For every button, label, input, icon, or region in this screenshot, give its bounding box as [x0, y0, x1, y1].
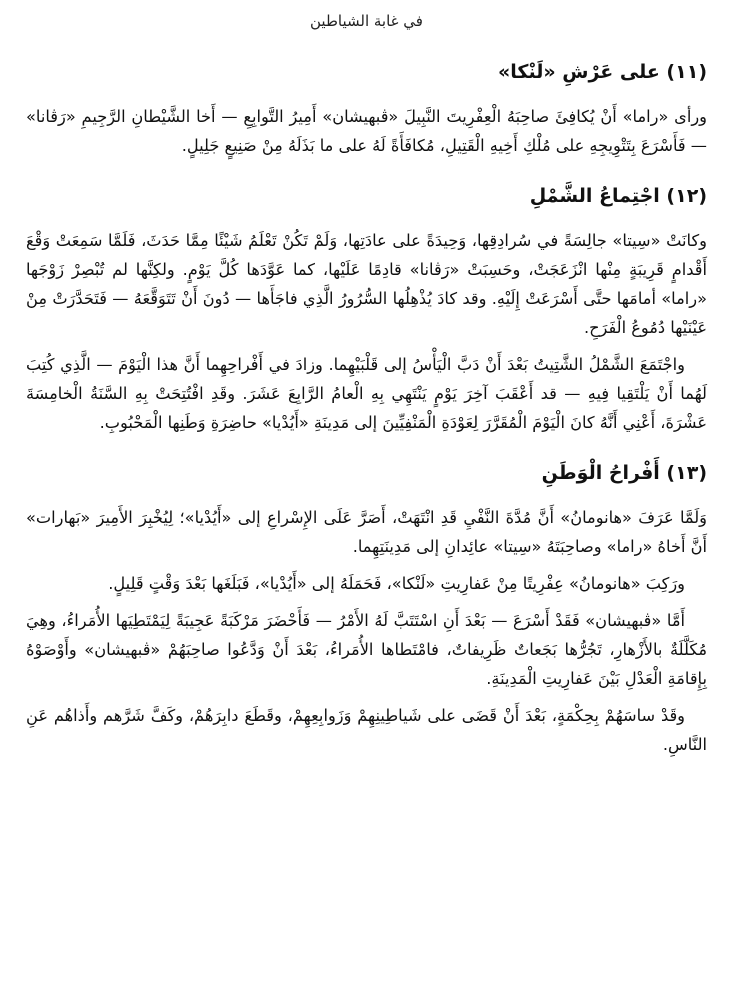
section-11 — [26, 58, 707, 160]
paragraph: وكانَتْ «سِيتا» جالِسَةً في سُرادِقِها، وَحِيدَةً على عادَتِها، وَلَمْ تَكُنْ تَعْلَمُ شَيْئًا مِمَّا حَدَثَ، فَلَمَّا سَمِعَتْ وَقْعَ أَقْدامٍ قَرِيبَةٍ مِنْها انْزَعَجَتْ، وحَسِبَتْ «رَڤانا» قادِمًا عَلَيْها، كما عَوَّدَها كُلَّ يَوْمٍ. ولكِنَّها لم تُبْصِرْ زَوْجَها «راما» أمامَها حتَّى أَسْرَعَتْ إِلَيْهِ. وقد كادَ يُذْهِلُها السُّرُورُ الَّذِي فاجَأَها — دُونَ أَنْ تَتَوَقَّعَهُ — فَتَحَدَّرَتْ مِنْ عَيْنَيْها دُمُوعُ الْفَرَحِ. — [26, 231, 707, 337]
section-12 — [26, 182, 707, 437]
paragraph: ورَكِبَ «هانومانُ» عِفْرِيتًا مِنْ عَفارِيتِ «لَنْكا»، فَحَمَلَهُ إلى «أَيُدْيا»، فَبَلَغَها بَعْدَ وَقْتٍ قَلِيلٍ. — [108, 574, 685, 593]
paragraph: أَمَّا «ڤبهيشان» فَقَدْ أَسْرَعَ — بَعْدَ أَنِ اسْتَتَبَّ لَهُ الأَمْرُ — فَأَحْضَرَ مَرْكَبَةً عَجِيبَةً لِيَمْتَطِيَها الأُمَراءُ، وهِيَ مُكَلَّلَةٌ بالأَزْهارِ، تَجُرُّها بَجَعاتٌ ظَرِيفاتٌ، فامْتَطاها الأُمَراءُ، بَعْدَ أَنْ وَدَّعُوا صاحِبَهُمْ «ڤبهيشان» وأَوْصَوْهُ بِإِقامَةِ الْعَدْلِ بَيْنَ عَفارِيتِ الْمَدِينَةِ. — [26, 611, 707, 688]
paragraph: وقَدْ ساسَهُمْ بِحِكْمَةٍ، بَعْدَ أَنْ قَضَى على شَياطِينِهِمْ وَزَوابِعِهِمْ، وقَطَعَ دابِرَهُمْ، وكَفَّ شَرَّهم وأَذاهُم عَنِ النَّاسِ. — [26, 706, 707, 754]
section-title: (١٣) أَفْراحُ الْوَطَنِ — [541, 462, 707, 484]
section-13 — [26, 459, 707, 759]
paragraph: ورأى «راما» أَنْ يُكافِئَ صاحِبَهُ الْعِفْرِيتَ النَّبِيلَ «ڤبهيشان» أَمِيرُ التَّوابِعِ — أَخا الشَّيْطانِ الرَّجِيمِ «رَڤانا» — فَأَسْرَعَ بِتَتْوِيجِهِ على مُلْكِ أَخِيهِ الْقَتِيلِ، مُكافَأَةً لَهُ على ما بَذَلَهُ مِنْ صَنِيعٍ جَلِيلٍ. — [26, 107, 707, 155]
paragraph: واجْتَمَعَ الشَّمْلُ الشَّتِيتُ بَعْدَ أَنْ دَبَّ الْيَأْسُ إلى قَلْبَيْهِما. وزادَ في أَفْراحِهِما أَنَّ هذا الْيَوْمَ — الَّذِي كُتِبَ لَهُما أَنْ يَلْتَقِيا فِيهِ — قد أَعْقَبَ آخِرَ يَوْمٍ يَنْتَهِي بِهِ الْعامُ الرَّابِعَ عَشَرَ. وقَدِ افْتُتِحَتْ بِهِ السَّنَةُ الْخامِسَةَ عَشْرَةَ، أَعْنِي أَنَّهُ كانَ الْيَوْمَ الْمُقَرَّرَ لِعَوْدَةِ الْمَنْفِيِّينَ إلى مَدِينَةِ «أَيُدْيا» حاضِرَةِ وَطَنِها الْمَحْبُوبِ. — [26, 355, 707, 432]
section-title: (١٢) اجْتِماعُ الشَّمْلِ — [529, 185, 707, 207]
paragraph: وَلَمَّا عَرَفَ «هانومانُ» أَنَّ مُدَّةَ النَّفْيِ قَدِ انْتَهَتْ، أَصَرَّ عَلَى الإِسْراعِ إلى «أَيُدْيا»؛ لِيُخْبِرَ الأَمِيرَ «بَهارات» أَنَّ أَخاهُ «راما» وصاحِبَتَهُ «سِيتا» عائِدانِ إلى مَدِينَتِهِما. — [26, 508, 707, 556]
running-header: في غابة الشياطين — [310, 12, 423, 30]
section-title: (١١) على عَرْشِ «لَنْكا» — [497, 61, 707, 83]
